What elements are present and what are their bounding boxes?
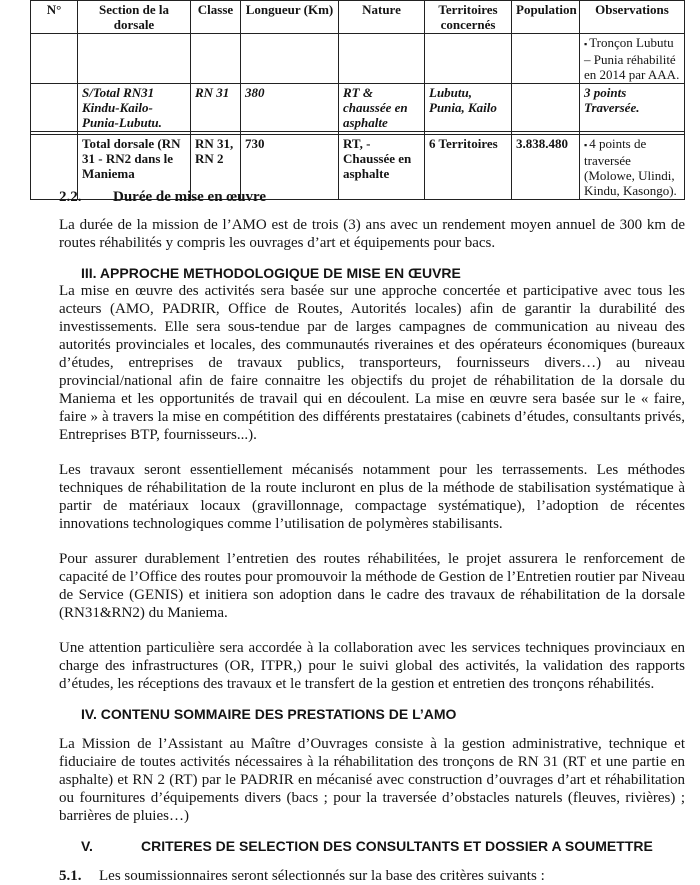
total-population: 3.838.480	[512, 135, 580, 200]
col-header-population: Population	[512, 1, 580, 34]
total-longueur: 730	[241, 135, 339, 200]
paragraph: La durée de la mission de l’AMO est de trois (3) ans avec un rendement moyen annuel de 300 km de routes réhabilités y compris les ouvrages d’art et équipements pour bacs.	[59, 217, 685, 251]
col-header-classe: Classe	[191, 1, 241, 34]
document-body	[59, 188, 685, 885]
table-row-continuation	[31, 34, 685, 84]
section-3-heading: III. APPROCHE METHODOLOGIQUE DE MISE EN ŒUVRE	[81, 265, 461, 281]
section-title: Durée de mise en œuvre	[113, 189, 267, 205]
table-header-row	[31, 1, 685, 34]
total-section: Total dorsale (RN 31 - RN2 dans le Maniema	[78, 135, 191, 200]
col-header-territoires: Territoires concernés	[425, 1, 512, 34]
section-number: 5.1.	[59, 868, 82, 884]
section-title: CRITERES DE SELECTION DES CONSULTANTS ET DOSSIER A SOUMETTRE	[141, 838, 653, 854]
paragraph: Les travaux seront essentiellement mécanisés notamment pour les terrassements. Les méthodes techniques de réhabilitation de la route incluront en plus de la méthode de stabilisation systématique à partir de matériaux locaux (gravillonnage, compactage systématique), l’adoption de récentes innovations technologiques comme l’utilisation de polymères stabilisants.	[59, 462, 685, 532]
subtotal-nature: RT & chaussée en asphalte	[339, 84, 425, 132]
table-row-subtotal	[31, 84, 685, 132]
col-header-observations: Observations	[580, 1, 685, 34]
paragraph: Pour assurer durablement l’entretien des routes réhabilitées, le projet assurera le renforcement de capacité de l’Office des routes pour promouvoir la méthode de Gestion de l’Entretien routier par Niveau de Service (GENIS) et initiera son adoption dans le cadre des travaux de réhabilitation de la dorsale (RN31&RN2) du Maniema.	[59, 551, 685, 621]
total-nature: RT, - Chaussée en asphalte	[339, 135, 425, 200]
section-5-heading	[59, 837, 685, 855]
paragraph: La mise en œuvre des activités sera basée sur une approche concertée et participative avec tous les acteurs (AMO, PADRIR, Office de Routes, Autorités locales) afin de garantir la durabilité des investissements. Elle sera sous-tendue par de larges campagnes de communication au niveau des autorités provinciales et locales, des communautés riveraines et des opérateurs économiques (bureaux d’études, entreprises de travaux publics, transporteurs, fournisseurs divers…) au niveau provincial/national afin de faire connaitre les objectifs du projet de réhabilitation de la dorsale du Maniema et les opportunités de travail qui en découlent. La mise en œuvre sera basée sur le « faire, faire » à travers la mise en compétition des différents prestataires (cabinets d’études, consultants privés, Entreprises BTP, fournisseurs...).	[59, 283, 685, 443]
subtotal-classe: RN 31	[191, 84, 241, 132]
total-territoires: 6 Territoires	[425, 135, 512, 200]
total-classe: RN 31, RN 2	[191, 135, 241, 200]
subtotal-population	[512, 84, 580, 132]
subtotal-observations: 3 points Traversée.	[580, 84, 685, 132]
col-header-nature: Nature	[339, 1, 425, 34]
paragraph: La Mission de l’Assistant au Maître d’Ouvrages consiste à la gestion administrative, technique et fiduciaire de toutes activités nécessaires à la réhabilitation des tronçons de RN 31 (RT et une partie en asphalte) et RN 2 (RT) par le PADRIR en mécanisé avec construction d’ouvrages d’art et réhabilitation ou fournitures d’équipements divers (bacs ; pour la traversée d’obstacles naturels (fleuves, rivières) ; barrières de pluies…)	[59, 736, 685, 824]
subtotal-longueur: 380	[241, 84, 339, 132]
dorsale-table	[30, 0, 685, 200]
subtotal-territoires: Lubutu, Punia, Kailo	[425, 84, 512, 132]
section-2-2-heading	[59, 188, 685, 206]
subtotal-section: S/Total RN31 Kindu-Kailo-Punia-Lubutu.	[78, 84, 191, 132]
section-number: V.	[81, 838, 93, 854]
paragraph: Une attention particulière sera accordée à la collaboration avec les services techniques provinciaux en charge des infrastructures (OR, ITPR,) pour le suivi global des activités, la validation des rapports d’études, les réceptions des travaux et le transfert de la gestion et entretien des tronçons réhabilités.	[59, 640, 685, 692]
section-number: 2.2.	[59, 189, 82, 205]
section-4-heading: IV. CONTENU SOMMAIRE DES PRESTATIONS DE L’AMO	[81, 706, 457, 722]
total-observations: ▪ 4 points de traversée (Molowe, Ulindi, Kindu, Kasongo).	[584, 136, 677, 198]
section-text: Les soumissionnaires seront sélectionnés sur la base des critères suivants :	[99, 868, 545, 884]
section-5-1-line	[59, 867, 685, 885]
col-header-longueur: Longueur (Km)	[241, 1, 339, 34]
col-header-section: Section de la dorsale	[78, 1, 191, 34]
continuation-observation: ▪ Tronçon Lubutu – Punia réhabilité en 2014 par AAA.	[584, 35, 679, 82]
col-header-num: N°	[31, 1, 78, 34]
